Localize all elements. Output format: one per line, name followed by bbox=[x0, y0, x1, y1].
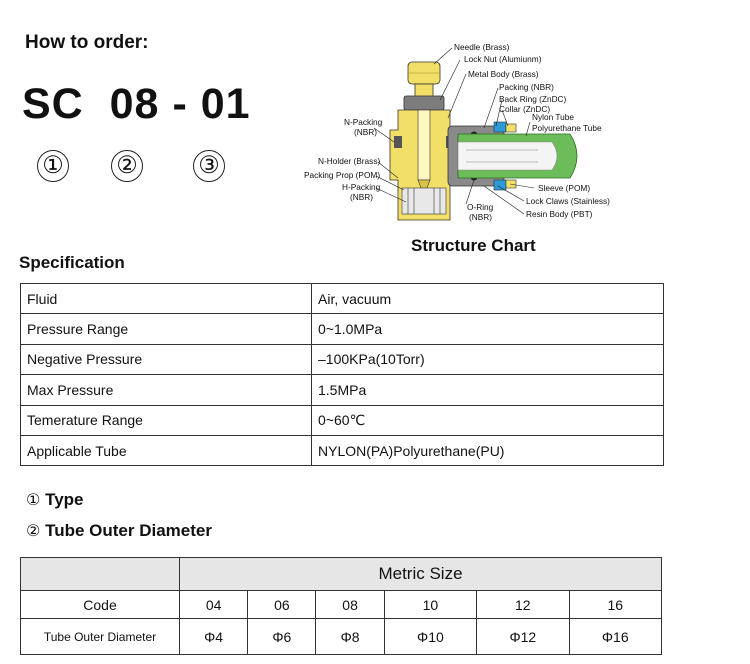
code-cell: 12 bbox=[477, 591, 569, 619]
how-to-order-heading: How to order: bbox=[25, 32, 149, 53]
code-part-type: SC bbox=[22, 80, 84, 128]
specification-heading: Specification bbox=[19, 253, 125, 272]
diameter-label: Tube Outer Diameter bbox=[21, 619, 180, 655]
section-type bbox=[26, 490, 84, 510]
spec-key: Max Pressure bbox=[21, 375, 312, 405]
spec-key: Temerature Range bbox=[21, 405, 312, 435]
spec-key: Fluid bbox=[21, 284, 312, 314]
table-row bbox=[21, 435, 664, 465]
label-lock-claws: Lock Claws (Stainless) bbox=[526, 196, 610, 206]
structure-diagram bbox=[298, 38, 628, 230]
section-marker-1: ① bbox=[26, 490, 41, 509]
section-tube-diameter-label: Tube Outer Diameter bbox=[45, 521, 212, 540]
label-nylon-tube: Nylon Tube bbox=[532, 112, 574, 122]
code-dash: - bbox=[172, 80, 188, 128]
diameter-cell: Φ16 bbox=[569, 619, 661, 655]
section-type-label: Type bbox=[45, 490, 84, 509]
diameter-cell: Φ10 bbox=[384, 619, 476, 655]
section-marker-2: ② bbox=[26, 521, 41, 540]
spec-key: Negative Pressure bbox=[21, 344, 312, 374]
spec-value: –100KPa(10Torr) bbox=[312, 344, 664, 374]
spec-value: NYLON(PA)Polyurethane(PU) bbox=[312, 435, 664, 465]
code-cell: 10 bbox=[384, 591, 476, 619]
label-pu-tube: Polyurethane Tube bbox=[532, 123, 602, 133]
diameter-cell: Φ8 bbox=[316, 619, 384, 655]
spec-key: Pressure Range bbox=[21, 314, 312, 344]
table-row bbox=[21, 284, 664, 314]
spec-value: 0~1.0MPa bbox=[312, 314, 664, 344]
table-row bbox=[21, 591, 662, 619]
label-resin-body: Resin Body (PBT) bbox=[526, 209, 593, 219]
specification-table bbox=[20, 283, 664, 466]
diameter-cell: Φ12 bbox=[477, 619, 569, 655]
label-back-ring: Back Ring (ZnDC) bbox=[499, 94, 567, 104]
label-n-holder: N-Holder (Brass) bbox=[318, 156, 381, 166]
spec-value: 1.5MPa bbox=[312, 375, 664, 405]
label-o-ring-material: (NBR) bbox=[469, 212, 493, 222]
code-cell: 08 bbox=[316, 591, 384, 619]
code-cell: 16 bbox=[569, 591, 661, 619]
label-packing: Packing (NBR) bbox=[499, 82, 554, 92]
table-row bbox=[21, 314, 664, 344]
label-h-packing: H-Packing bbox=[342, 182, 381, 192]
marker-2: ② bbox=[111, 150, 143, 182]
blank-header-cell bbox=[21, 558, 180, 591]
section-tube-diameter bbox=[26, 521, 212, 541]
marker-1: ① bbox=[37, 150, 69, 182]
table-row bbox=[21, 405, 664, 435]
label-sleeve: Sleeve (POM) bbox=[538, 183, 591, 193]
code-part-thread: 01 bbox=[200, 80, 251, 128]
table-row bbox=[21, 344, 664, 374]
spec-value: 0~60℃ bbox=[312, 405, 664, 435]
order-code bbox=[22, 80, 251, 129]
metric-size-table bbox=[20, 557, 662, 655]
table-row bbox=[21, 619, 662, 655]
label-n-packing-material: (NBR) bbox=[354, 127, 378, 137]
marker-3: ③ bbox=[193, 150, 225, 182]
spec-key: Applicable Tube bbox=[21, 435, 312, 465]
diameter-cell: Φ4 bbox=[180, 619, 248, 655]
label-needle: Needle (Brass) bbox=[454, 42, 510, 52]
code-cell: 06 bbox=[248, 591, 316, 619]
lock-nut bbox=[404, 96, 444, 110]
label-metal-body: Metal Body (Brass) bbox=[468, 69, 539, 79]
code-part-diameter: 08 bbox=[109, 80, 160, 128]
structure-chart-title: Structure Chart bbox=[411, 236, 536, 255]
diameter-cell: Φ6 bbox=[248, 619, 316, 655]
table-row bbox=[21, 558, 662, 591]
label-lock-nut: Lock Nut (Alumiunm) bbox=[464, 54, 542, 64]
label-o-ring: O-Ring bbox=[467, 202, 494, 212]
label-packing-prop: Packing Prop (POM) bbox=[304, 170, 381, 180]
label-n-packing: N-Packing bbox=[344, 117, 383, 127]
code-label: Code bbox=[21, 591, 180, 619]
metric-size-header: Metric Size bbox=[180, 558, 662, 591]
label-collar: Collar (ZnDC) bbox=[499, 104, 551, 114]
label-h-packing-material: (NBR) bbox=[350, 192, 374, 202]
code-cell: 04 bbox=[180, 591, 248, 619]
spec-value: Air, vacuum bbox=[312, 284, 664, 314]
table-row bbox=[21, 375, 664, 405]
